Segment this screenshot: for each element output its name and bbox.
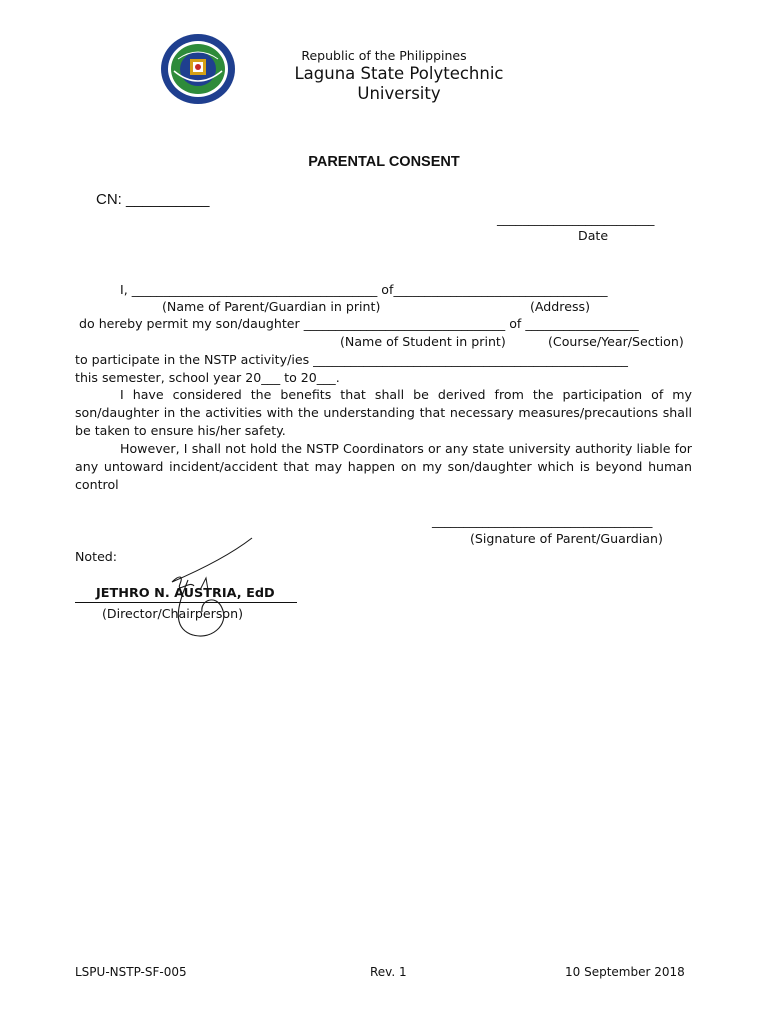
address-label: (Address) <box>530 299 590 314</box>
paragraph1-line2: son/daughter in the activities with the understanding that necessary measures/precautions shall <box>75 405 692 420</box>
director-title: (Director/Chairperson) <box>102 606 243 621</box>
paragraph2-line2: any untoward incident/accident that may happen on my son/daughter which is beyond human <box>75 459 692 474</box>
university-name-line2: University <box>357 84 441 103</box>
student-name-label: (Name of Student in print) <box>340 334 506 349</box>
revision-label: Rev. 1 <box>370 965 407 979</box>
form-date: 10 September 2018 <box>565 965 685 979</box>
signature-line: ___________________________________ <box>432 513 653 528</box>
noted-label: Noted: <box>75 549 118 564</box>
parent-address-line: I, _______________________________________ of__________________________________ <box>120 282 608 297</box>
page-title: PARENTAL CONSENT <box>308 154 460 170</box>
director-name: JETHRO N. AUSTRIA, EdD <box>96 586 275 601</box>
control-number-field: CN: __________ <box>96 191 210 208</box>
activity-line: to participate in the NSTP activity/ies __________________________________________________ <box>75 352 628 367</box>
date-line: _________________________ <box>497 211 655 226</box>
republic-label: Republic of the Philippines <box>301 48 467 63</box>
university-name-line1: Laguna State Polytechnic <box>294 64 504 83</box>
paragraph1-line1: I have considered the benefits that shall be derived from the participation of my <box>120 387 692 402</box>
paragraph2-line1: However, I shall not hold the NSTP Coordinators or any state university authority liable for <box>120 441 692 456</box>
paragraph1-line3: be taken to ensure his/her safety. <box>75 423 286 438</box>
school-year-line: this semester, school year 20___ to 20___. <box>75 370 340 385</box>
student-course-line: do hereby permit my son/daughter ________________________________ of __________________ <box>79 316 639 331</box>
signature-label: (Signature of Parent/Guardian) <box>470 531 663 546</box>
form-code: LSPU-NSTP-SF-005 <box>75 965 187 979</box>
parent-name-label: (Name of Parent/Guardian in print) <box>162 299 381 314</box>
paragraph2-line3: control <box>75 477 119 492</box>
handwritten-signature <box>150 530 290 650</box>
course-label: (Course/Year/Section) <box>548 334 684 349</box>
date-label: Date <box>578 228 609 243</box>
